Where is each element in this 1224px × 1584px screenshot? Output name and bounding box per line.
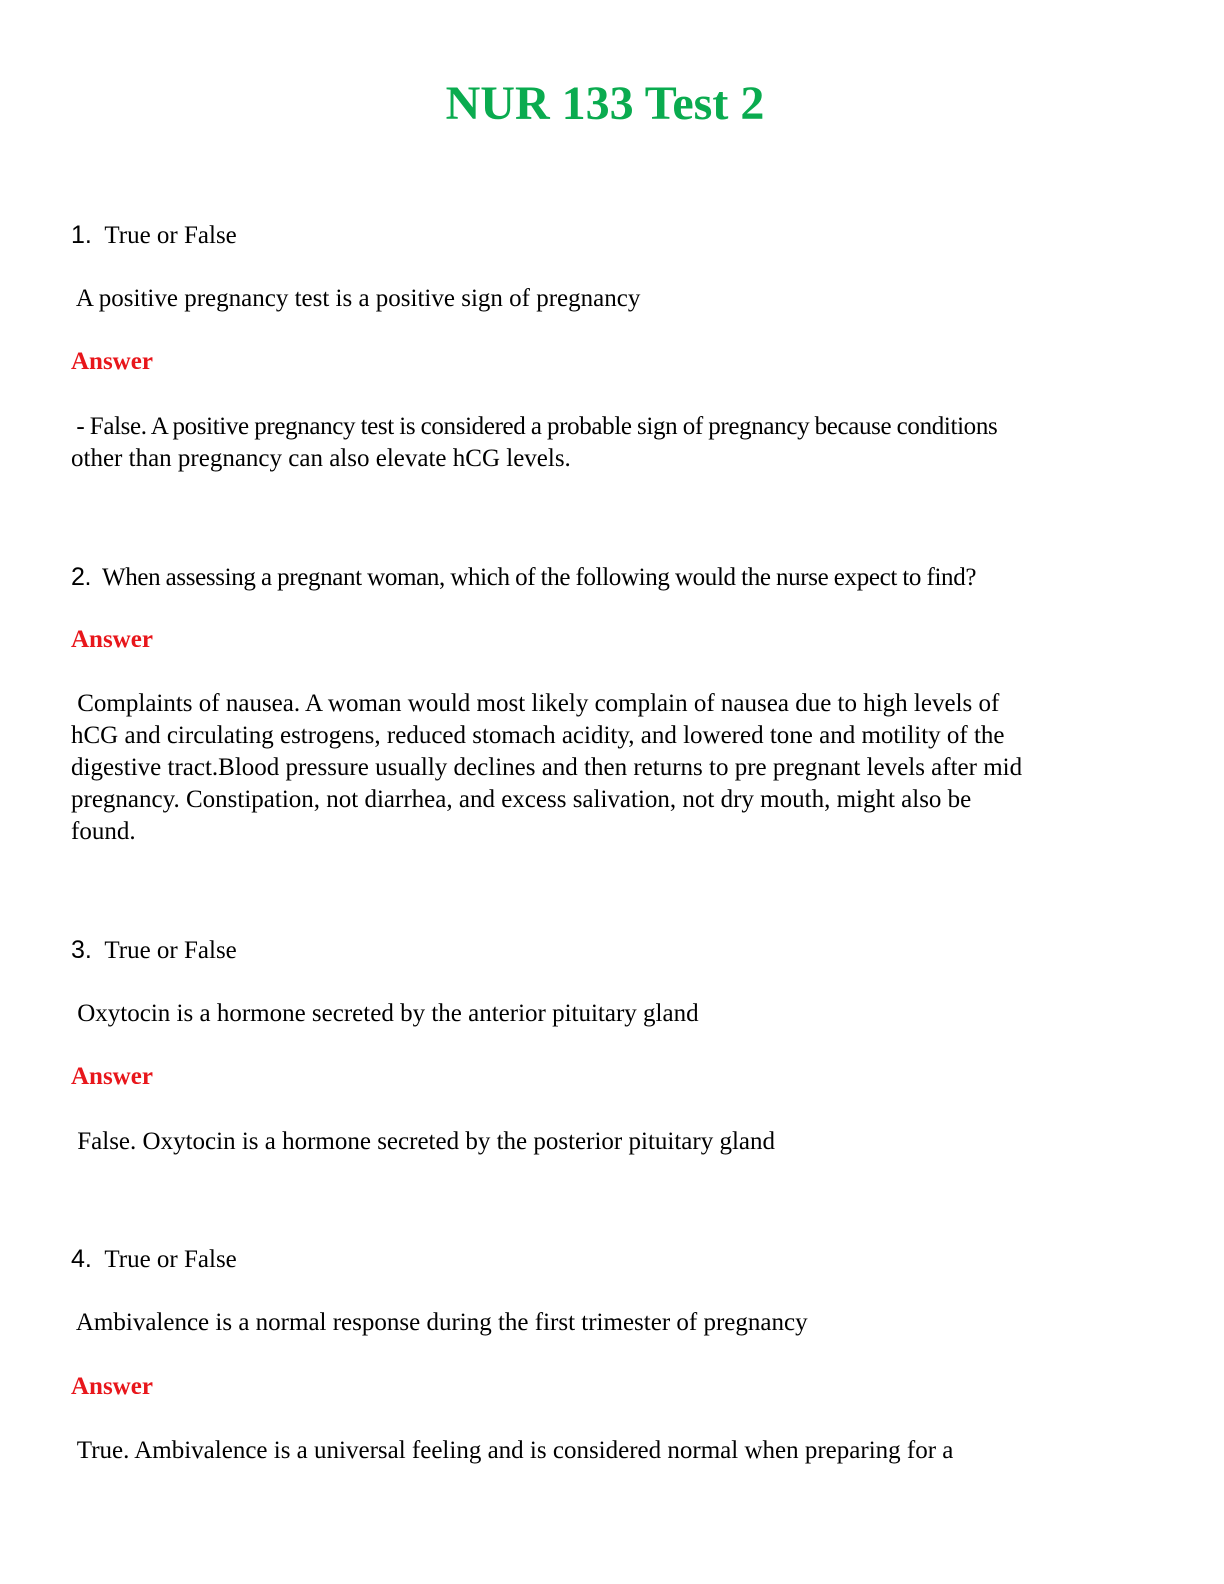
question-4-prompt: True or False — [104, 1246, 237, 1273]
question-2-header — [71, 561, 976, 594]
question-4-answer-label: Answer — [71, 1373, 153, 1400]
question-1-answer-label: Answer — [71, 348, 153, 375]
question-3-header — [71, 934, 237, 967]
question-1-answer-line-1: - False. A positive pregnancy test is considered a probable sign of pregnancy because conditions — [71, 413, 998, 440]
question-4-statement: Ambivalence is a normal response during the first trimester of pregnancy — [71, 1309, 808, 1336]
question-4-header — [71, 1243, 237, 1276]
question-1-number: 1. — [71, 221, 92, 249]
question-3-answer-label: Answer — [71, 1063, 153, 1090]
question-1-header — [71, 219, 237, 252]
question-1-answer-line-2: other than pregnancy can also elevate hCG levels. — [71, 445, 571, 472]
question-3-number: 3. — [71, 936, 92, 964]
question-1-prompt: True or False — [104, 222, 237, 249]
question-3-prompt: True or False — [104, 937, 237, 964]
question-2-answer-line-3: digestive tract.Blood pressure usually declines and then returns to pre pregnant levels after mid — [71, 754, 1023, 781]
document-title: NUR 133 Test 2 — [445, 77, 765, 130]
question-2-answer-label: Answer — [71, 626, 153, 653]
question-2-answer-line-4: pregnancy. Constipation, not diarrhea, and excess salivation, not dry mouth, might also be — [71, 786, 972, 813]
question-2-answer-line-5: found. — [71, 818, 136, 845]
question-2-prompt: When assessing a pregnant woman, which of the following would the nurse expect to find? — [101, 564, 977, 591]
question-1-statement: A positive pregnancy test is a positive sign of pregnancy — [71, 285, 641, 312]
question-2-answer-line-2: hCG and circulating estrogens, reduced stomach acidity, and lowered tone and motility of the — [71, 722, 1005, 749]
question-3-statement: Oxytocin is a hormone secreted by the anterior pituitary gland — [71, 1000, 699, 1027]
question-4-answer-line-1: True. Ambivalence is a universal feeling and is considered normal when preparing for a — [71, 1437, 954, 1464]
question-2-answer-line-1: Complaints of nausea. A woman would most likely complain of nausea due to high levels of — [71, 690, 1000, 717]
question-2-number: 2. — [71, 563, 92, 591]
question-4-number: 4. — [71, 1245, 92, 1273]
question-3-answer-line-1: False. Oxytocin is a hormone secreted by the posterior pituitary gland — [71, 1128, 775, 1155]
